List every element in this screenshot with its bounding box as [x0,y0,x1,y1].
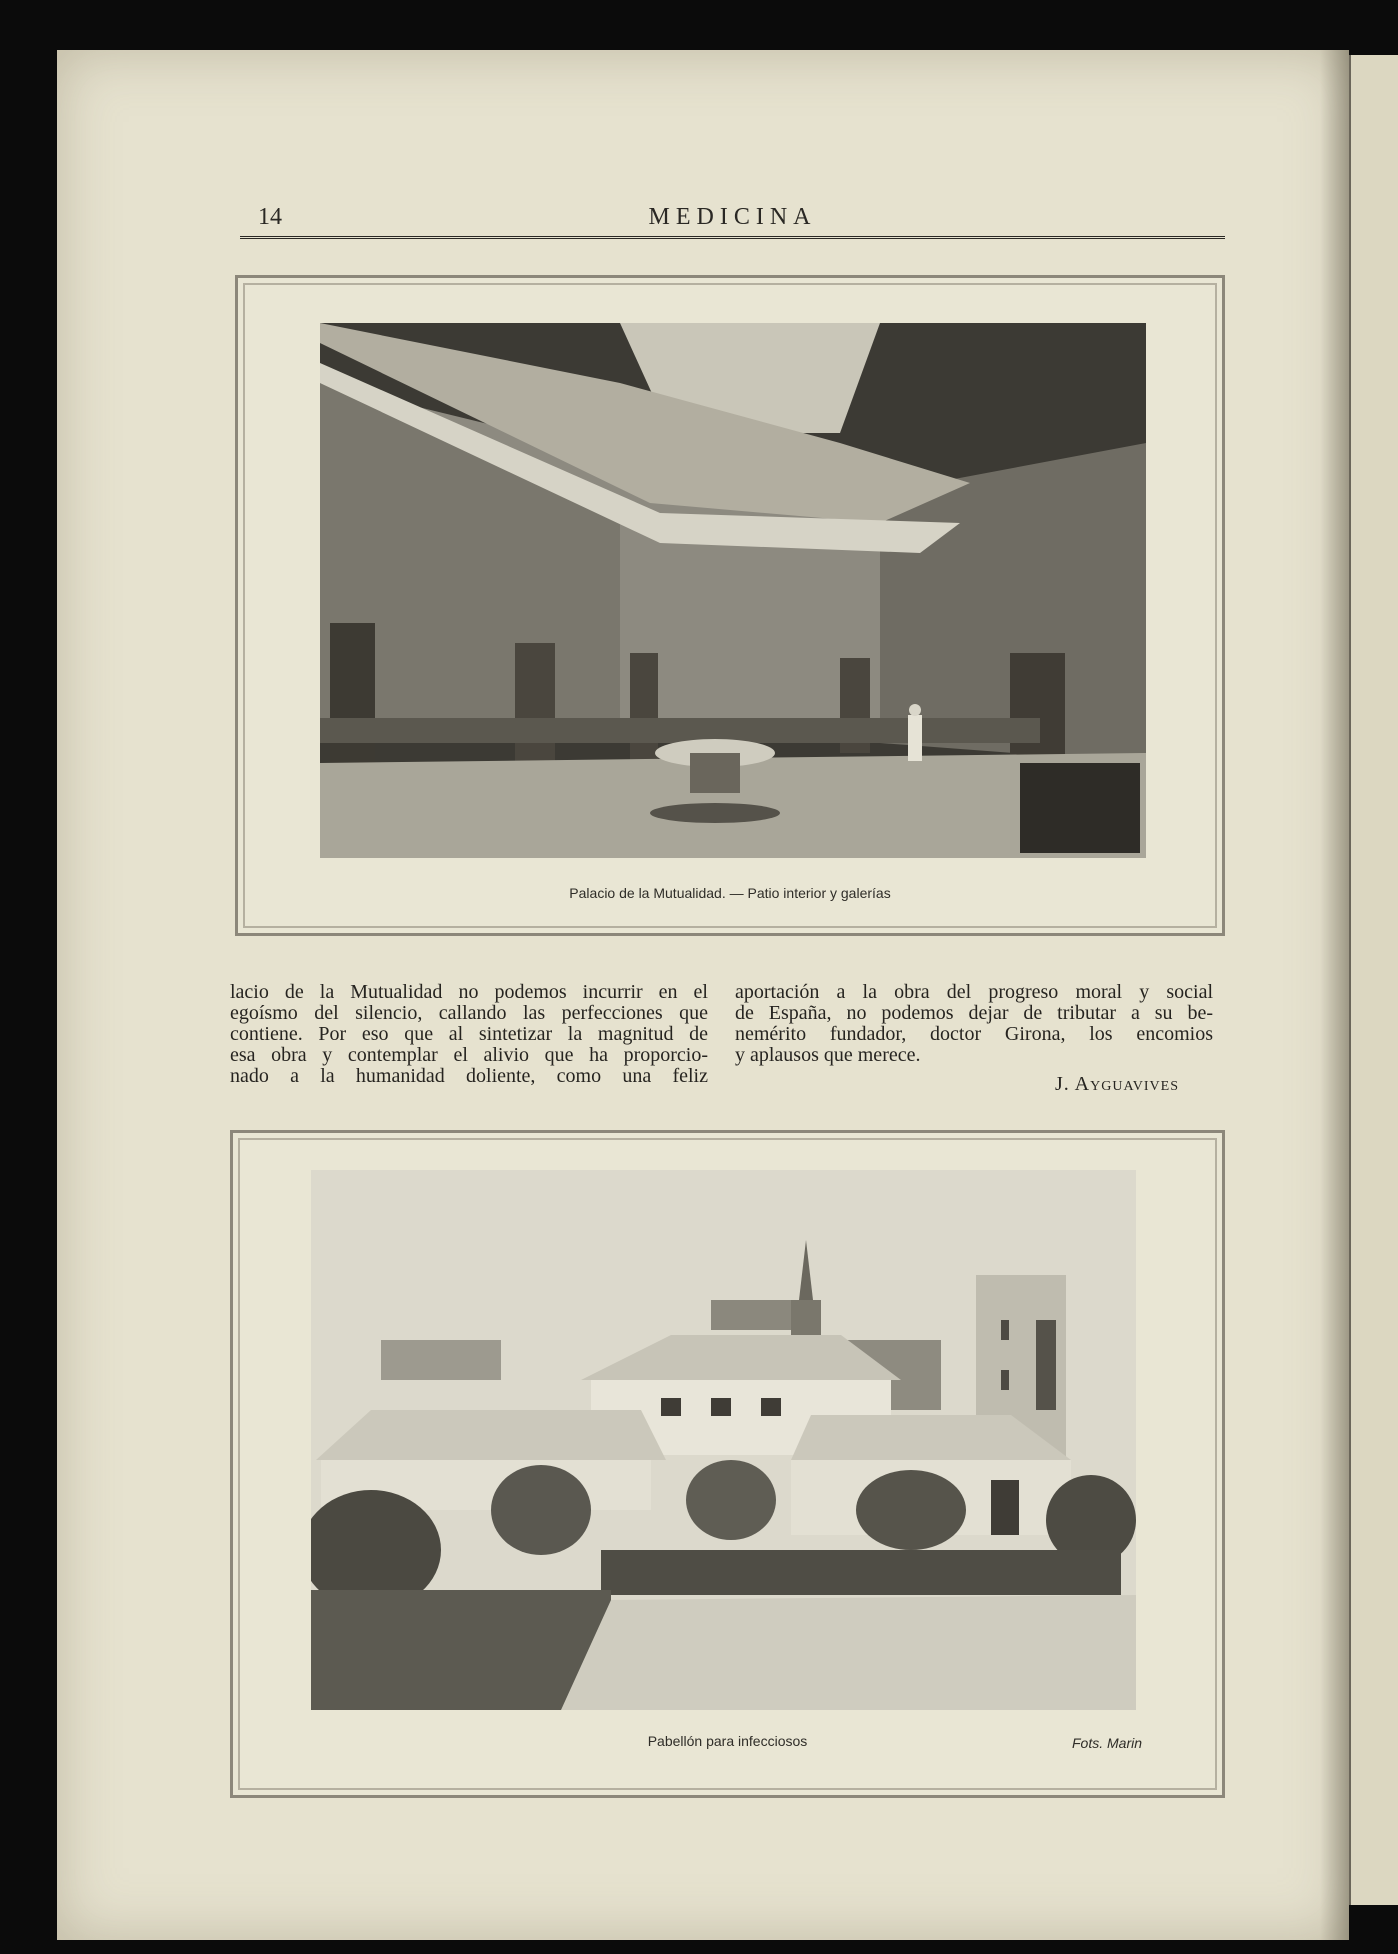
text-line: nemérito fundador, doctor Girona, los encomios [735,1024,1213,1045]
photo-credit: Fots. Marin [1071,1735,1142,1751]
pavilion-photo-image [311,1170,1136,1710]
courtyard-photo [320,323,1146,858]
page-number: 14 [258,204,282,230]
text-line: de España, no podemos dejar de tributar a su be- [735,1003,1213,1024]
courtyard-photo-image [320,323,1146,858]
text-line: aportación a la obra del progreso moral y social [735,982,1213,1003]
text-line: lacio de la Mutualidad no podemos incurrir en el [230,982,708,1003]
text-line: egoísmo del silencio, callando las perfecciones que [230,1003,708,1024]
journal-title: MEDICINA [648,204,817,230]
figure-pavilion [230,1130,1225,1798]
text-line: nado a la humanidad doliente, como una feliz [230,1066,708,1087]
text-line: esa obra y contemplar el alivio que ha proporcio- [230,1045,708,1066]
header-rule [240,236,1225,239]
text-line: contiene. Por eso que al sintetizar la magnitud de [230,1024,708,1045]
pavilion-photo [311,1170,1136,1710]
article-column-left [230,982,708,1087]
article-author: J. Ayguavives [1055,1073,1179,1095]
text-line: y aplausos que merece. [735,1045,921,1066]
figure-caption: Palacio de la Mutualidad. — Patio interior y galerías [569,885,891,901]
figure-caption: Pabellón para infecciosos [647,1733,808,1749]
page-header [240,200,1225,240]
article-column-right [735,982,1213,1066]
facing-page-edge [1349,55,1398,1905]
figure-courtyard [235,275,1225,936]
page-fold-shadow [1320,50,1349,1940]
